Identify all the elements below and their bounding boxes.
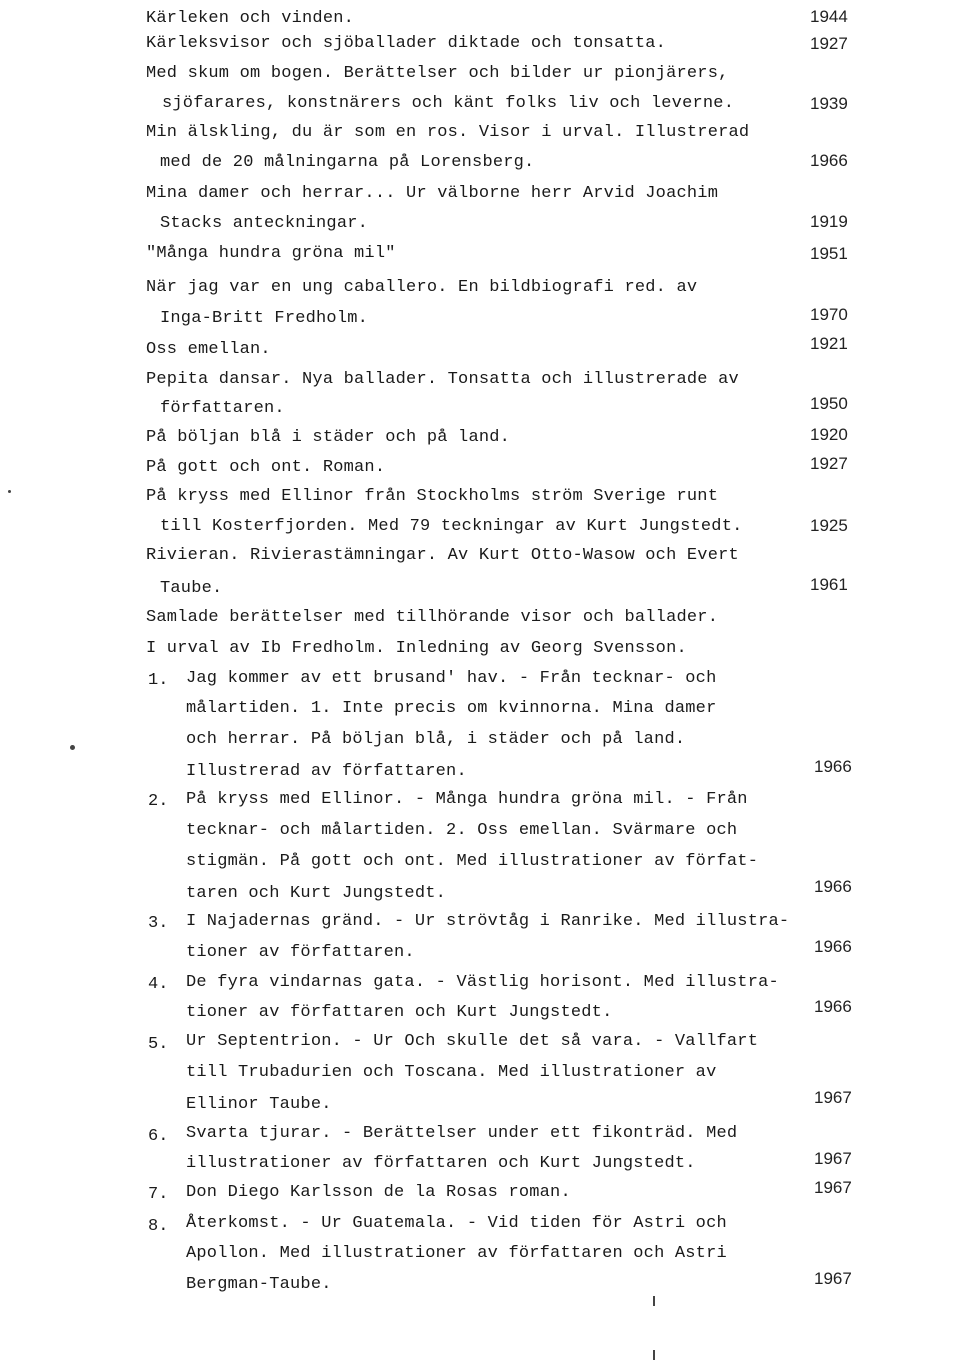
entry-line: Rivieran. Rivierastämningar. Av Kurt Otto-Wasow och Evert [146,546,739,565]
entry-year: 1919 [810,212,848,231]
volume-line: illustrationer av författaren och Kurt Jungstedt. [186,1154,696,1173]
entry-line: När jag var en ung caballero. En bildbiografi red. av [146,278,698,297]
volume-line: till Trubadurien och Toscana. Med illustrationer av [186,1063,717,1082]
volume-year: 1967 [814,1149,852,1168]
volume-number: 6. [148,1127,169,1146]
entry-line: "Många hundra gröna mil" [146,244,396,263]
volume-number: 2. [148,792,169,811]
collected-heading: I urval av Ib Fredholm. Inledning av Georg Svensson. [146,639,687,658]
volume-number: 5. [148,1035,169,1054]
entry-year: 1970 [810,305,848,324]
volume-year: 1966 [814,937,852,956]
entry-line: Oss emellan. [146,340,271,359]
entry-line: Min älskling, du är som en ros. Visor i urval. Illustrerad [146,123,750,142]
entry-line: Mina damer och herrar... Ur välborne herr Arvid Joachim [146,184,719,203]
volume-line: Återkomst. - Ur Guatemala. - Vid tiden för Astri och [186,1214,727,1233]
entry-line: Kärleksvisor och sjöballader diktade och tonsatta. [146,34,667,53]
volume-line: Svarta tjurar. - Berättelser under ett fikonträd. Med [186,1124,738,1143]
volume-line: Illustrerad av författaren. [186,762,467,781]
volume-number: 4. [148,975,169,994]
volume-year: 1967 [814,1088,852,1107]
entry-year: 1927 [810,34,848,53]
scan-speck [70,745,75,750]
volume-line: taren och Kurt Jungstedt. [186,884,447,903]
volume-number: 7. [148,1185,169,1204]
entry-line: med de 20 målningarna på Lorensberg. [160,153,535,172]
entry-year: 1961 [810,575,848,594]
volume-line: Ur Septentrion. - Ur Och skulle det så vara. - Vallfart [186,1032,759,1051]
entry-year: 1951 [810,244,848,263]
volume-number: 1. [148,671,169,690]
entry-year: 1939 [810,94,848,113]
volume-year: 1967 [814,1178,852,1197]
volume-line: stigmän. På gott och ont. Med illustrationer av förfat- [186,852,759,871]
entry-line: Stacks anteckningar. [160,214,369,233]
entry-year: 1944 [810,7,848,26]
entry-line: Med skum om bogen. Berättelser och bilder ur pionjärers, [146,64,729,83]
volume-number: 8. [148,1217,169,1236]
entry-line: Pepita dansar. Nya ballader. Tonsatta och illustrerade av [146,370,739,389]
entry-line: till Kosterfjorden. Med 79 teckningar av Kurt Jungstedt. [160,517,743,536]
entry-line: Inga-Britt Fredholm. [160,309,369,328]
volume-line: De fyra vindarnas gata. - Västlig horisont. Med illustra- [186,973,779,992]
entry-line: Kärleken och vinden. [146,9,355,28]
entry-year: 1966 [810,151,848,170]
entry-line: På böljan blå i städer och på land. [146,428,511,447]
volume-line: Bergman-Taube. [186,1275,332,1294]
entry-year: 1921 [810,334,848,353]
scan-speck [653,1296,655,1306]
volume-year: 1966 [814,877,852,896]
volume-year: 1966 [814,757,852,776]
volume-number: 3. [148,914,169,933]
volume-line: Apollon. Med illustrationer av författaren och Astri [186,1244,727,1263]
volume-line: tecknar- och målartiden. 2. Oss emellan. Svärmare och [186,821,738,840]
volume-line: Don Diego Karlsson de la Rosas roman. [186,1183,571,1202]
entry-line: På kryss med Ellinor från Stockholms ström Sverige runt [146,487,719,506]
entry-year: 1927 [810,454,848,473]
entry-year: 1920 [810,425,848,444]
entry-year: 1950 [810,394,848,413]
entry-line: författaren. [160,399,285,418]
entry-year: 1925 [810,516,848,535]
volume-line: I Najadernas gränd. - Ur strövtåg i Ranrike. Med illustra- [186,912,790,931]
volume-line: målartiden. 1. Inte precis om kvinnorna. Mina damer [186,699,717,718]
entry-line: sjöfarares, konstnärers och känt folks liv och leverne. [162,94,735,113]
scan-speck [8,490,11,493]
entry-line: På gott och ont. Roman. [146,458,386,477]
volume-line: tioner av författaren. [186,943,415,962]
volume-year: 1967 [814,1269,852,1288]
volume-line: På kryss med Ellinor. - Många hundra gröna mil. - Från [186,790,748,809]
volume-line: tioner av författaren och Kurt Jungstedt. [186,1003,613,1022]
scan-speck [653,1350,655,1360]
entry-line: Taube. [160,579,223,598]
volume-year: 1966 [814,997,852,1016]
volume-line: Ellinor Taube. [186,1095,332,1114]
volume-line: Jag kommer av ett brusand' hav. - Från tecknar- och [186,669,717,688]
volume-line: och herrar. På böljan blå, i städer och på land. [186,730,686,749]
collected-heading: Samlade berättelser med tillhörande visor och ballader. [146,608,719,627]
